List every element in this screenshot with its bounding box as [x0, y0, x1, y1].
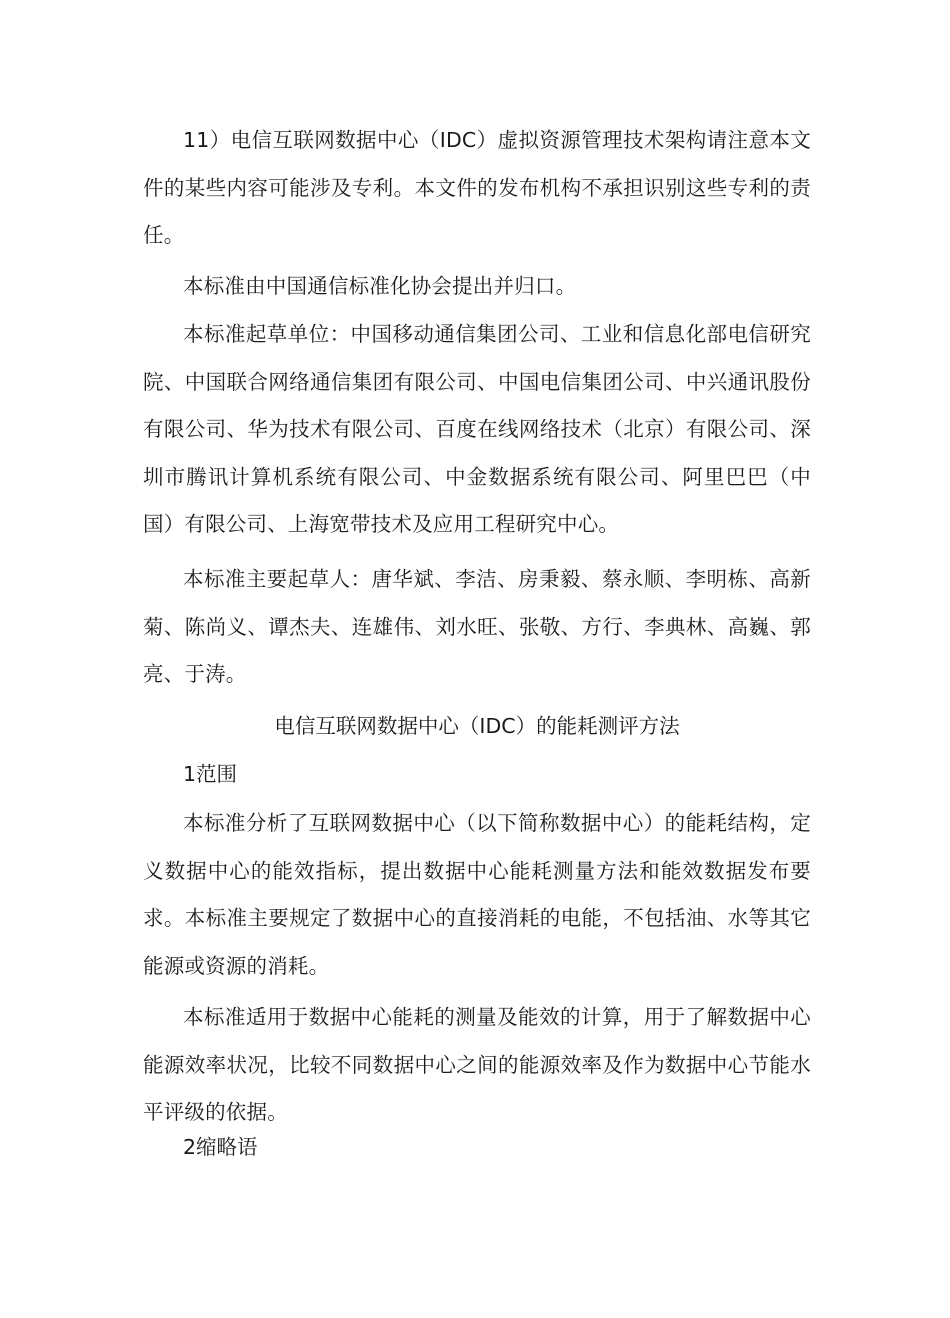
scope-paragraph-1: 本标准分析了互联网数据中心（以下简称数据中心）的能耗结构，定义数据中心的能效指标，提出数据中心能耗测量方法和能效数据发布要求。本标准主要规定了数据中心的直接消耗的电能，不包括油、水等其它能源或资源的消耗。	[143, 811, 811, 978]
drafters-paragraph: 本标准主要起草人：唐华斌、李洁、房秉毅、蔡永顺、李明栋、高新菊、陈尚义、谭杰夫、连雄伟、刘水旺、张敬、方行、李典林、高巍、郭亮、于涛。	[143, 567, 811, 686]
scope-paragraph-2: 本标准适用于数据中心能耗的测量及能效的计算，用于了解数据中心能源效率状况，比较不同数据中心之间的能源效率及作为数据中心节能水平评级的依据。	[143, 1005, 811, 1124]
standard-title: 电信互联网数据中心（IDC）的能耗测评方法	[274, 714, 680, 738]
patent-note-paragraph: 11）电信互联网数据中心（IDC）虚拟资源管理技术架构请注意本文件的某些内容可能涉及专利。本文件的发布机构不承担识别这些专利的责任。	[143, 128, 811, 247]
scope-heading: 1范围	[183, 762, 238, 786]
drafting-units-paragraph: 本标准起草单位：中国移动通信集团公司、工业和信息化部电信研究院、中国联合网络通信集团有限公司、中国电信集团公司、中兴通讯股份有限公司、华为技术有限公司、百度在线网络技术（北京）有限公司、深圳市腾讯计算机系统有限公司、中金数据系统有限公司、阿里巴巴（中国）有限公司、上海宽带技术及应用工程研究中心。	[143, 322, 811, 536]
proposer-paragraph: 本标准由中国通信标准化协会提出并归口。	[183, 274, 577, 298]
abbreviations-heading: 2缩略语	[183, 1135, 258, 1159]
